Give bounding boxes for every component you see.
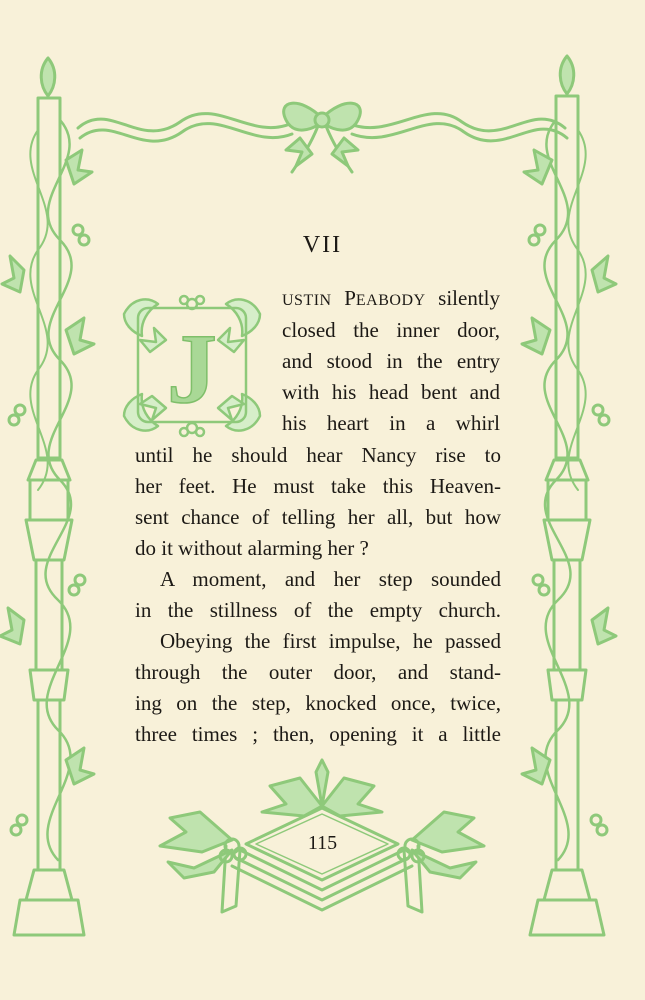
right-candle-ornament — [522, 56, 616, 935]
text-line-1-rest: silently — [425, 286, 500, 310]
top-ribbon-bow — [78, 103, 567, 172]
text-line-12: Obeying the first impulse, he passed — [160, 629, 501, 653]
text-line-10: A moment, and her step sounded — [160, 567, 501, 591]
drop-cap-ornament — [118, 292, 266, 438]
text-line-1 — [282, 283, 500, 316]
name-initial: P — [344, 286, 356, 310]
text-line-9: do it without alarming her ? — [135, 536, 369, 560]
name-smallcaps: EABODY — [355, 292, 426, 309]
left-candle-ornament — [0, 58, 94, 935]
text-line-8: sent chance of telling her all, but how — [135, 505, 501, 529]
text-line-11: in the stillness of the empty church. — [135, 598, 501, 622]
text-line-6: until he should hear Nancy rise to — [135, 443, 501, 467]
text-line-15: three times ; then, opening it a little — [135, 722, 501, 746]
text-line-2: closed the inner door, — [282, 318, 500, 342]
text-line-7: her feet. He must take this Heaven- — [135, 474, 501, 498]
text-line-14: ing on the step, knocked once, twice, — [135, 691, 501, 715]
page-number: 115 — [307, 832, 338, 854]
chapter-heading: VII — [302, 232, 343, 258]
text-line-4: with his head bent and — [282, 380, 500, 404]
drop-cap — [118, 292, 266, 438]
text-line-13: through the outer door, and stand- — [135, 660, 501, 684]
text-line-5: his heart in a whirl — [282, 411, 500, 435]
opening-smallcaps: USTIN — [282, 292, 332, 309]
drop-cap-letter: J — [167, 313, 217, 424]
text-line-3: and stood in the entry — [282, 349, 500, 373]
